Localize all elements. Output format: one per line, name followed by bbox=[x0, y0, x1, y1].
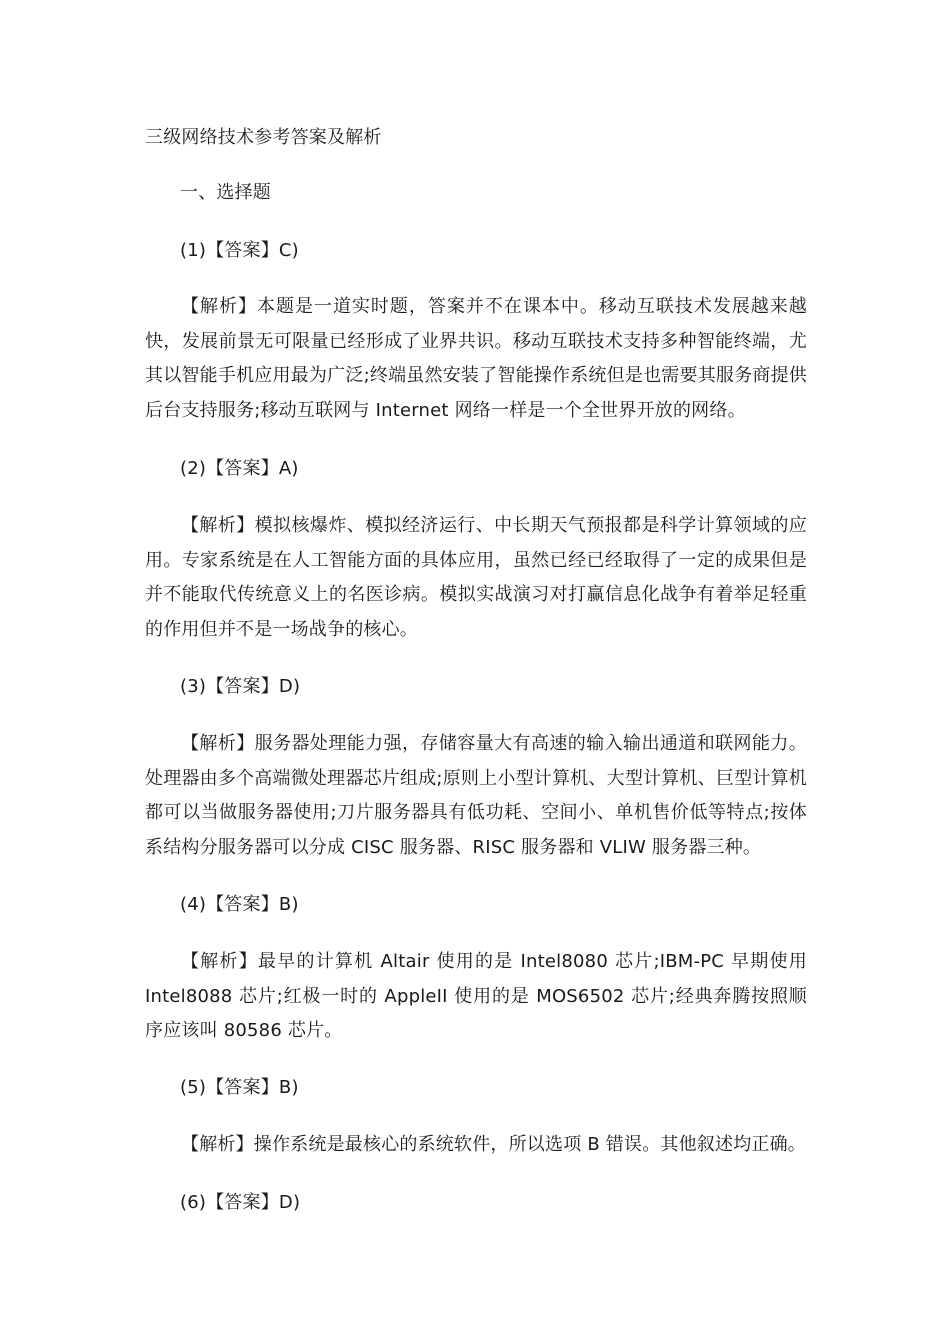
document-title: 三级网络技术参考答案及解析 bbox=[145, 127, 382, 148]
analysis-paragraph-5: 【解析】操作系统是最核心的系统软件，所以选项 B 错误。其他叙述均正确。 bbox=[181, 1134, 806, 1155]
analysis-paragraph-4: 【解析】最早的计算机 Altair 使用的是 Intel8080 芯片;IBM-PC 早期使用 Intel8088 芯片;红极一时的 AppleII 使用的是 MOS6502 芯片;经典奔腾按照顺序应该叫 80586 芯片。 bbox=[145, 951, 807, 1041]
analysis-paragraph-3: 【解析】服务器处理能力强，存储容量大有高速的输入输出通道和联网能力。处理器由多个高端微处理器芯片组成;原则上小型计算机、大型计算机、巨型计算机都可以当做服务器使用;刀片服务器具有低功耗、空间小、单机售价低等特点;按体系结构分服务器可以分成 CISC 服务器、RISC 服务器和 VLIW 服务器三种。 bbox=[145, 733, 807, 858]
answer-line-6: (6)【答案】D) bbox=[180, 1192, 301, 1213]
answer-line-3: (3)【答案】D) bbox=[180, 676, 301, 697]
analysis-paragraph-1: 【解析】本题是一道实时题，答案并不在课本中。移动互联技术发展越来越快，发展前景无可限量已经形成了业界共识。移动互联技术支持多种智能终端，尤其以智能手机应用最为广泛;终端虽然安装了智能操作系统但是也需要其服务商提供后台支持服务;移动互联网与 Internet 网络一样是一个全世界开放的网络。 bbox=[145, 296, 807, 421]
answer-line-4: (4)【答案】B) bbox=[180, 894, 299, 915]
answer-line-5: (5)【答案】B) bbox=[180, 1077, 299, 1098]
section-heading: 一、选择题 bbox=[180, 182, 271, 203]
answer-line-2: (2)【答案】A) bbox=[180, 458, 299, 479]
analysis-paragraph-2: 【解析】模拟核爆炸、模拟经济运行、中长期天气预报都是科学计算领域的应用。专家系统是在人工智能方面的具体应用，虽然已经已经取得了一定的成果但是并不能取代传统意义上的名医诊病。模拟实战演习对打赢信息化战争有着举足轻重的作用但并不是一场战争的核心。 bbox=[145, 515, 807, 640]
answer-line-1: (1)【答案】C) bbox=[180, 240, 299, 261]
